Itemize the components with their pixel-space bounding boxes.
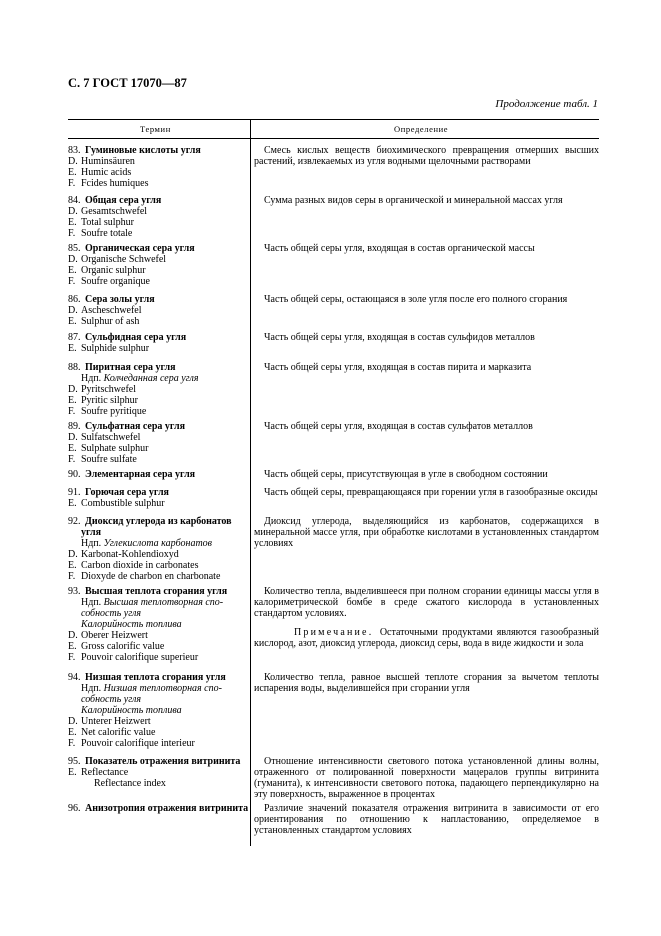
term-translation: F. Soufre sulfate bbox=[68, 454, 137, 465]
term-title: Пиритная сера угля bbox=[85, 362, 176, 373]
term-title: Гуминовые кислоты угля bbox=[85, 145, 201, 156]
definition-text: Часть общей серы, превращающаяся при горении угля в газообразные оксиды bbox=[264, 487, 598, 498]
term-cell bbox=[68, 332, 248, 354]
term-number: 92. bbox=[68, 516, 81, 527]
term-deprecated: Калорийность топлива bbox=[81, 705, 182, 716]
definition-text: Отношение интенсивности светового потока установленной длины волны, отраженного от полированной поверхности мацералов группы витринита (гуманита), к интенсивности светового потока, падающего перпендикулярно на эту поверхность, выраженное в процентах bbox=[254, 756, 599, 800]
term-number: 91. bbox=[68, 487, 81, 498]
term-deprecated: собность угля bbox=[81, 608, 141, 619]
definition-cell bbox=[254, 487, 599, 498]
term-cell bbox=[68, 803, 248, 814]
term-translation: E. Organic sulphur bbox=[68, 265, 146, 276]
term-cell bbox=[68, 243, 248, 287]
term-translation: E. Pyritic silphur bbox=[68, 395, 138, 406]
term-title: Диоксид углерода из карбонатов bbox=[85, 516, 232, 527]
definition-text: Количество тепла, равное высшей теплоте сгорания за вычетом теплоты испарения воды, выделившейся при сгорании угля bbox=[254, 672, 599, 694]
column-divider bbox=[250, 138, 251, 846]
term-deprecated: собность угля bbox=[81, 694, 141, 705]
term-number: 93. bbox=[68, 586, 81, 597]
definition-text: Часть общей серы, присутствующая в угле в свободном состоянии bbox=[264, 469, 548, 480]
term-translation: F. Pouvoir calorifique interieur bbox=[68, 738, 195, 749]
column-header-term: Термин bbox=[140, 124, 171, 134]
definition-text: Часть общей серы угля, входящая в состав пирита и марказита bbox=[264, 362, 532, 373]
definition-text: Часть общей серы угля, входящая в состав сульфидов металлов bbox=[264, 332, 535, 343]
definition-cell bbox=[254, 145, 599, 167]
term-deprecated: Ндп. Низшая теплотворная спо- bbox=[81, 683, 222, 694]
term-cell bbox=[68, 145, 248, 189]
term-translation: D. Ascheschwefel bbox=[68, 305, 142, 316]
term-translation: E. Combustible sulphur bbox=[68, 498, 165, 509]
term-number: 84. bbox=[68, 195, 81, 206]
definition-cell bbox=[254, 294, 599, 305]
definition-text: Часть общей серы угля, входящая в состав органической массы bbox=[264, 243, 535, 254]
term-translation: Reflectance index bbox=[94, 778, 166, 789]
term-translation: E. Sulphate sulphur bbox=[68, 443, 149, 454]
term-translation: E. Gross calorific value bbox=[68, 641, 165, 652]
term-cell bbox=[68, 421, 248, 465]
term-title: Сульфидная сера угля bbox=[85, 332, 187, 343]
term-cell bbox=[68, 294, 248, 327]
term-number: 85. bbox=[68, 243, 81, 254]
definition-cell bbox=[254, 421, 599, 432]
term-cell bbox=[68, 487, 248, 509]
term-title: Высшая теплота сгорания угля bbox=[85, 586, 228, 597]
term-number: 90. bbox=[68, 469, 81, 480]
term-number: 83. bbox=[68, 145, 81, 156]
term-translation: E. Humic acids bbox=[68, 167, 132, 178]
term-number: 87. bbox=[68, 332, 81, 343]
term-title: Сульфатная сера угля bbox=[85, 421, 185, 432]
term-title: Показатель отражения витринита bbox=[85, 756, 241, 767]
definition-cell bbox=[254, 469, 599, 480]
term-cell bbox=[68, 195, 248, 239]
term-translation: D. Organische Schwefel bbox=[68, 254, 167, 265]
term-title-continuation: угля bbox=[81, 527, 102, 538]
definition-text: Часть общей серы угля, входящая в состав сульфатов металлов bbox=[264, 421, 533, 432]
term-title: Общая сера угля bbox=[85, 195, 162, 206]
column-divider-header bbox=[250, 119, 251, 138]
term-title: Органическая сера угля bbox=[85, 243, 195, 254]
term-cell bbox=[68, 756, 248, 789]
term-translation: D. Sulfatschwefel bbox=[68, 432, 141, 443]
term-translation: E. Sulphur of ash bbox=[68, 316, 140, 327]
term-translation: F. Dioxyde de charbon en charbonate bbox=[68, 571, 221, 582]
definition-text: Количество тепла, выделившееся при полном сгорании единицы массы угля в калориметрической бомбе в среде сжатого кислорода в установленных стандартом условиях. bbox=[254, 586, 599, 619]
term-translation: E. Sulphide sulphur bbox=[68, 343, 150, 354]
definition-cell bbox=[254, 586, 599, 649]
term-translation: D. Unterer Heizwert bbox=[68, 716, 151, 727]
term-title: Горючая сера угля bbox=[85, 487, 169, 498]
definition-note: Примечание. Остаточными продуктами являются газообразный кислород, азот, диоксид углерода, диоксид серы, вода в виде жидкости и зола bbox=[254, 627, 599, 649]
term-translation: D. Karbonat-Kohlendioxyd bbox=[68, 549, 179, 560]
definition-cell bbox=[254, 362, 599, 373]
definition-text: Диоксид углерода, выделяющийся из карбонатов, содержащихся в минеральной массе угля, при обработке кислотами в установленных стандартом условиях bbox=[254, 516, 599, 549]
page-header: С. 7 ГОСТ 17070—87 bbox=[68, 76, 187, 90]
definition-cell bbox=[254, 756, 599, 800]
definition-text: Различие значений показателя отражения витринита в зависимости от его ориентирования по отношению к напластованию, определяемое в установленных стандартом условиях bbox=[254, 803, 599, 836]
term-deprecated: Ндп. Колчеданная сера угля bbox=[81, 373, 199, 384]
term-translation: D. Gesamtschwefel bbox=[68, 206, 148, 217]
definition-cell bbox=[254, 803, 599, 836]
definition-cell bbox=[254, 332, 599, 343]
term-cell bbox=[68, 672, 248, 749]
term-title: Элементарная сера угля bbox=[85, 469, 196, 480]
definition-cell bbox=[254, 672, 599, 694]
term-translation: D. Pyritschwefel bbox=[68, 384, 136, 395]
table-header-rule bbox=[68, 138, 599, 139]
term-translation: E. Total sulphur bbox=[68, 217, 134, 228]
term-deprecated: Ндп. Углекислота карбонатов bbox=[81, 538, 213, 549]
term-title: Анизотропия отражения витринита bbox=[85, 803, 249, 814]
term-translation: F. Pouvoir calorifique superieur bbox=[68, 652, 199, 663]
term-cell bbox=[68, 362, 248, 417]
column-header-definition: Определение bbox=[394, 124, 449, 134]
term-translation: D. Huminsäuren bbox=[68, 156, 135, 167]
term-title: Сера золы угля bbox=[85, 294, 155, 305]
definition-text: Часть общей серы, остающаяся в золе угля после его полного сгорания bbox=[264, 294, 568, 305]
term-translation: F. Fcides humiques bbox=[68, 178, 149, 189]
definition-text: Сумма разных видов серы в органической и минеральной массах угля bbox=[264, 195, 563, 206]
term-number: 95. bbox=[68, 756, 81, 767]
term-translation: E. Net calorific value bbox=[68, 727, 156, 738]
term-translation: E. Reflectance bbox=[68, 767, 129, 778]
table-continuation-label: Продолжение табл. 1 bbox=[495, 98, 598, 110]
term-number: 89. bbox=[68, 421, 81, 432]
definition-cell bbox=[254, 195, 599, 206]
definition-cell bbox=[254, 516, 599, 549]
term-translation: F. Soufre organique bbox=[68, 276, 150, 287]
term-translation: D. Oberer Heizwert bbox=[68, 630, 148, 641]
term-deprecated: Калорийность топлива bbox=[81, 619, 182, 630]
definition-cell bbox=[254, 243, 599, 254]
term-number: 88. bbox=[68, 362, 81, 373]
term-deprecated: Ндп. Высшая теплотворная спо- bbox=[81, 597, 224, 608]
term-number: 86. bbox=[68, 294, 81, 305]
term-title: Низшая теплота сгорания угля bbox=[85, 672, 226, 683]
term-translation: E. Carbon dioxide in carbonates bbox=[68, 560, 199, 571]
definition-text: Смесь кислых веществ биохимического превращения отмерших высших растений, извлекаемых из угля водными щелочными растворами bbox=[254, 145, 599, 167]
term-cell bbox=[68, 586, 248, 663]
term-cell bbox=[68, 516, 248, 582]
table-top-rule bbox=[68, 119, 599, 120]
term-translation: F. Soufre pyritique bbox=[68, 406, 147, 417]
term-number: 94. bbox=[68, 672, 81, 683]
term-translation: F. Soufre totale bbox=[68, 228, 133, 239]
term-cell bbox=[68, 469, 248, 480]
term-number: 96. bbox=[68, 803, 81, 814]
